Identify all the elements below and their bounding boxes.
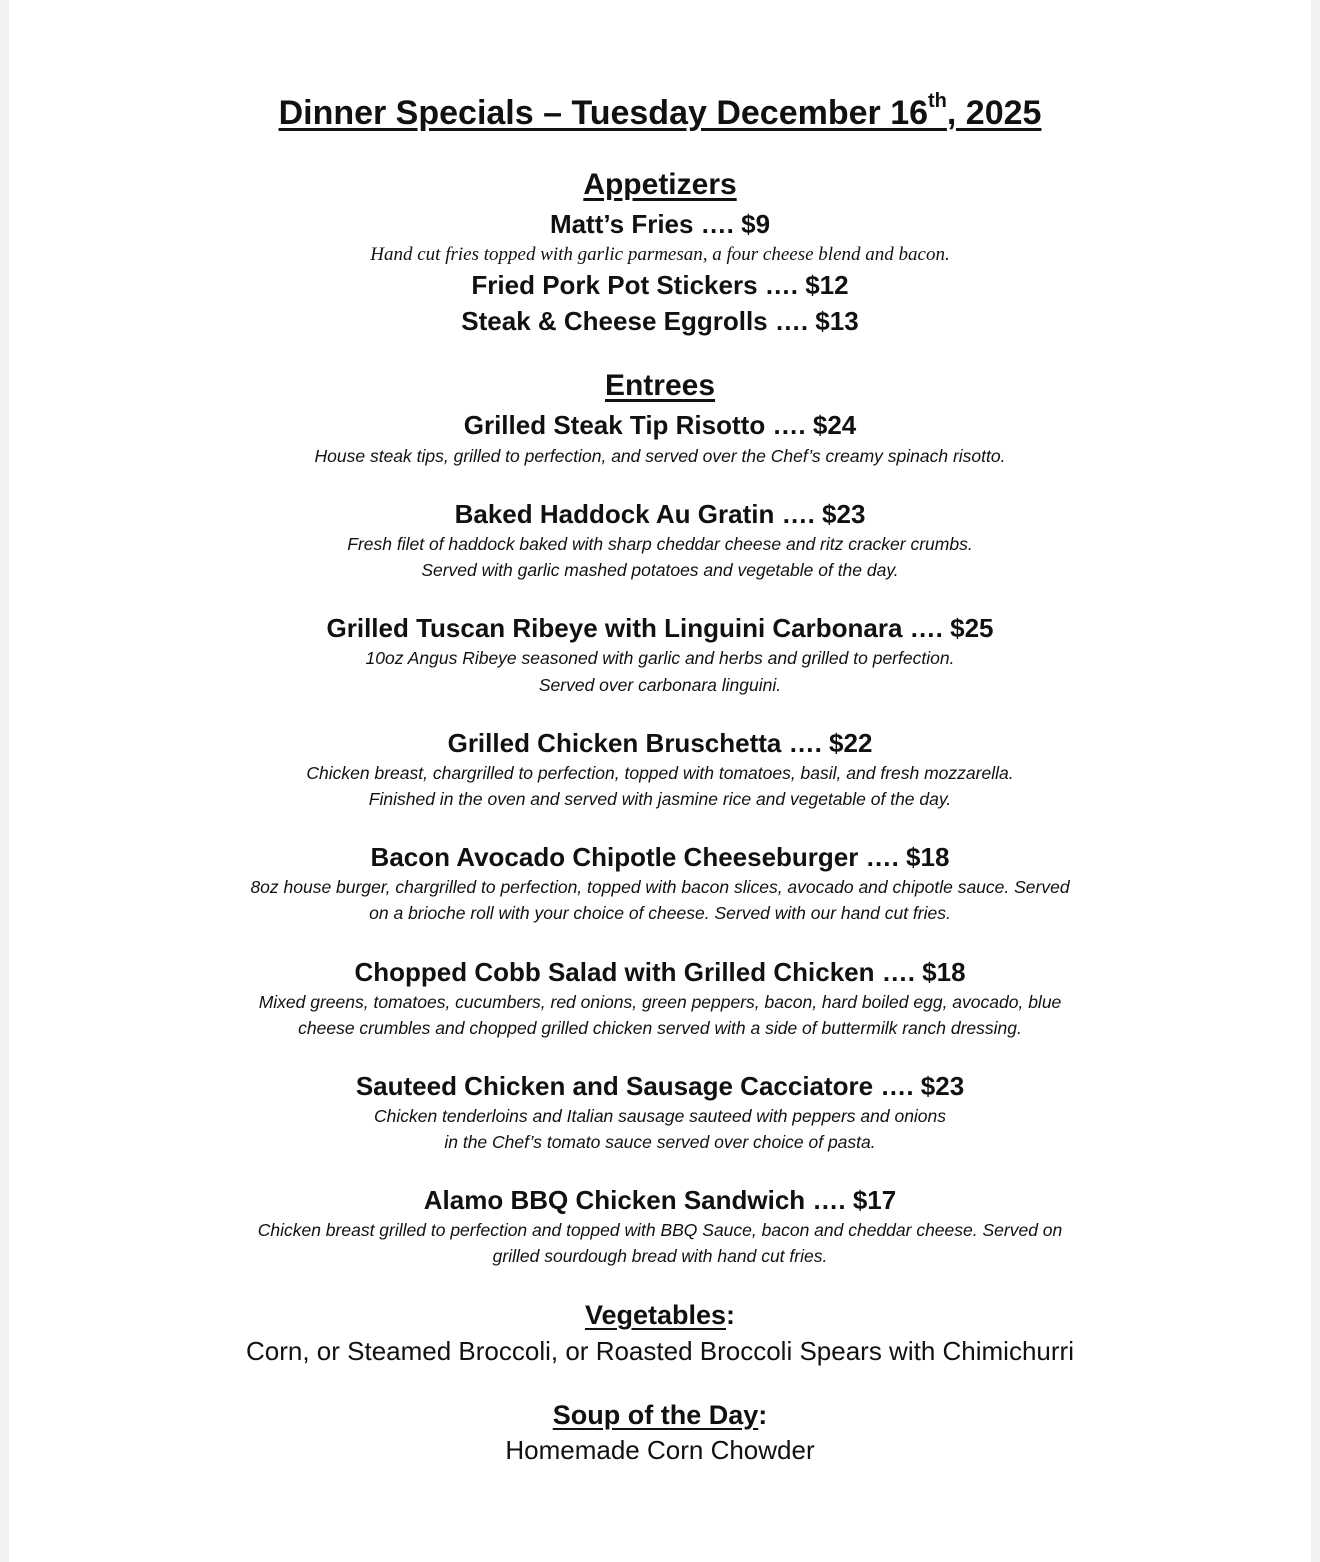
menu-item-desc: Finished in the oven and served with jasmine rice and vegetable of the day. <box>368 789 952 809</box>
menu-item-name: Grilled Tuscan Ribeye with Linguini Carbonara …. $25 <box>326 613 994 643</box>
menu-item-desc: Chicken tenderloins and Italian sausage sauteed with peppers and onions <box>373 1106 947 1126</box>
menu-item-desc: Hand cut fries topped with garlic parmesan, a four cheese blend and bacon. <box>370 244 950 265</box>
menu-item-desc: Served over carbonara linguini. <box>538 675 782 695</box>
menu-item-name: Grilled Chicken Bruschetta …. $22 <box>447 728 873 758</box>
menu-item-name: Sauteed Chicken and Sausage Cacciatore …. $23 <box>355 1071 965 1101</box>
menu-item-name: Steak & Cheese Eggrolls …. $13 <box>461 306 859 336</box>
soup-heading: Soup of the Day: <box>552 1400 768 1430</box>
menu-item-desc: 8oz house burger, chargrilled to perfection, topped with bacon slices, avocado and chipotle sauce. Served <box>250 877 1070 897</box>
menu-item-desc: cheese crumbles and chopped grilled chicken served with a side of buttermilk ranch dressing. <box>298 1018 1022 1038</box>
page-title: Dinner Specials – Tuesday December 16th, 2025 <box>278 90 1042 132</box>
entrees-heading: Entrees <box>604 369 716 402</box>
vegetables-text: Corn, or Steamed Broccoli, or Roasted Broccoli Spears with Chimichurri <box>246 1336 1074 1366</box>
menu-item-desc: Chicken breast, chargrilled to perfection, topped with tomatoes, basil, and fresh mozzarella. <box>306 763 1014 783</box>
title-ordinal: th <box>928 90 947 112</box>
menu-item-desc: 10oz Angus Ribeye seasoned with garlic and herbs and grilled to perfection. <box>365 648 955 668</box>
menu-item-desc: Chicken breast grilled to perfection and topped with BBQ Sauce, bacon and cheddar cheese. Served on <box>257 1220 1063 1240</box>
vegetables-heading: Vegetables: <box>584 1300 736 1330</box>
menu-item-name: Fried Pork Pot Stickers …. $12 <box>471 270 849 300</box>
menu-item-name: Matt’s Fries …. $9 <box>549 209 771 239</box>
menu-item-desc: Mixed greens, tomatoes, cucumbers, red onions, green peppers, bacon, hard boiled egg, avocado, blue <box>258 992 1062 1012</box>
menu-item-desc: in the Chef’s tomato sauce served over choice of pasta. <box>444 1132 876 1152</box>
menu-item-desc: Fresh filet of haddock baked with sharp cheddar cheese and ritz cracker crumbs. <box>347 534 973 554</box>
menu-item-name: Chopped Cobb Salad with Grilled Chicken …. $18 <box>354 957 966 987</box>
menu-item-desc: on a brioche roll with your choice of cheese. Served with our hand cut fries. <box>369 903 951 923</box>
menu-item-desc: House steak tips, grilled to perfection, and served over the Chef’s creamy spinach risotto. <box>314 446 1006 466</box>
menu-item-name: Grilled Steak Tip Risotto …. $24 <box>463 410 857 440</box>
menu-item-desc: grilled sourdough bread with hand cut fries. <box>492 1246 828 1266</box>
menu-item-name: Alamo BBQ Chicken Sandwich …. $17 <box>423 1185 897 1215</box>
appetizers-heading: Appetizers <box>583 168 737 201</box>
menu-item-name: Baked Haddock Au Gratin …. $23 <box>454 499 866 529</box>
menu-item-desc: Served with garlic mashed potatoes and vegetable of the day. <box>421 560 899 580</box>
menu-item-name: Bacon Avocado Chipotle Cheeseburger …. $18 <box>370 842 950 872</box>
soup-text: Homemade Corn Chowder <box>505 1435 815 1465</box>
